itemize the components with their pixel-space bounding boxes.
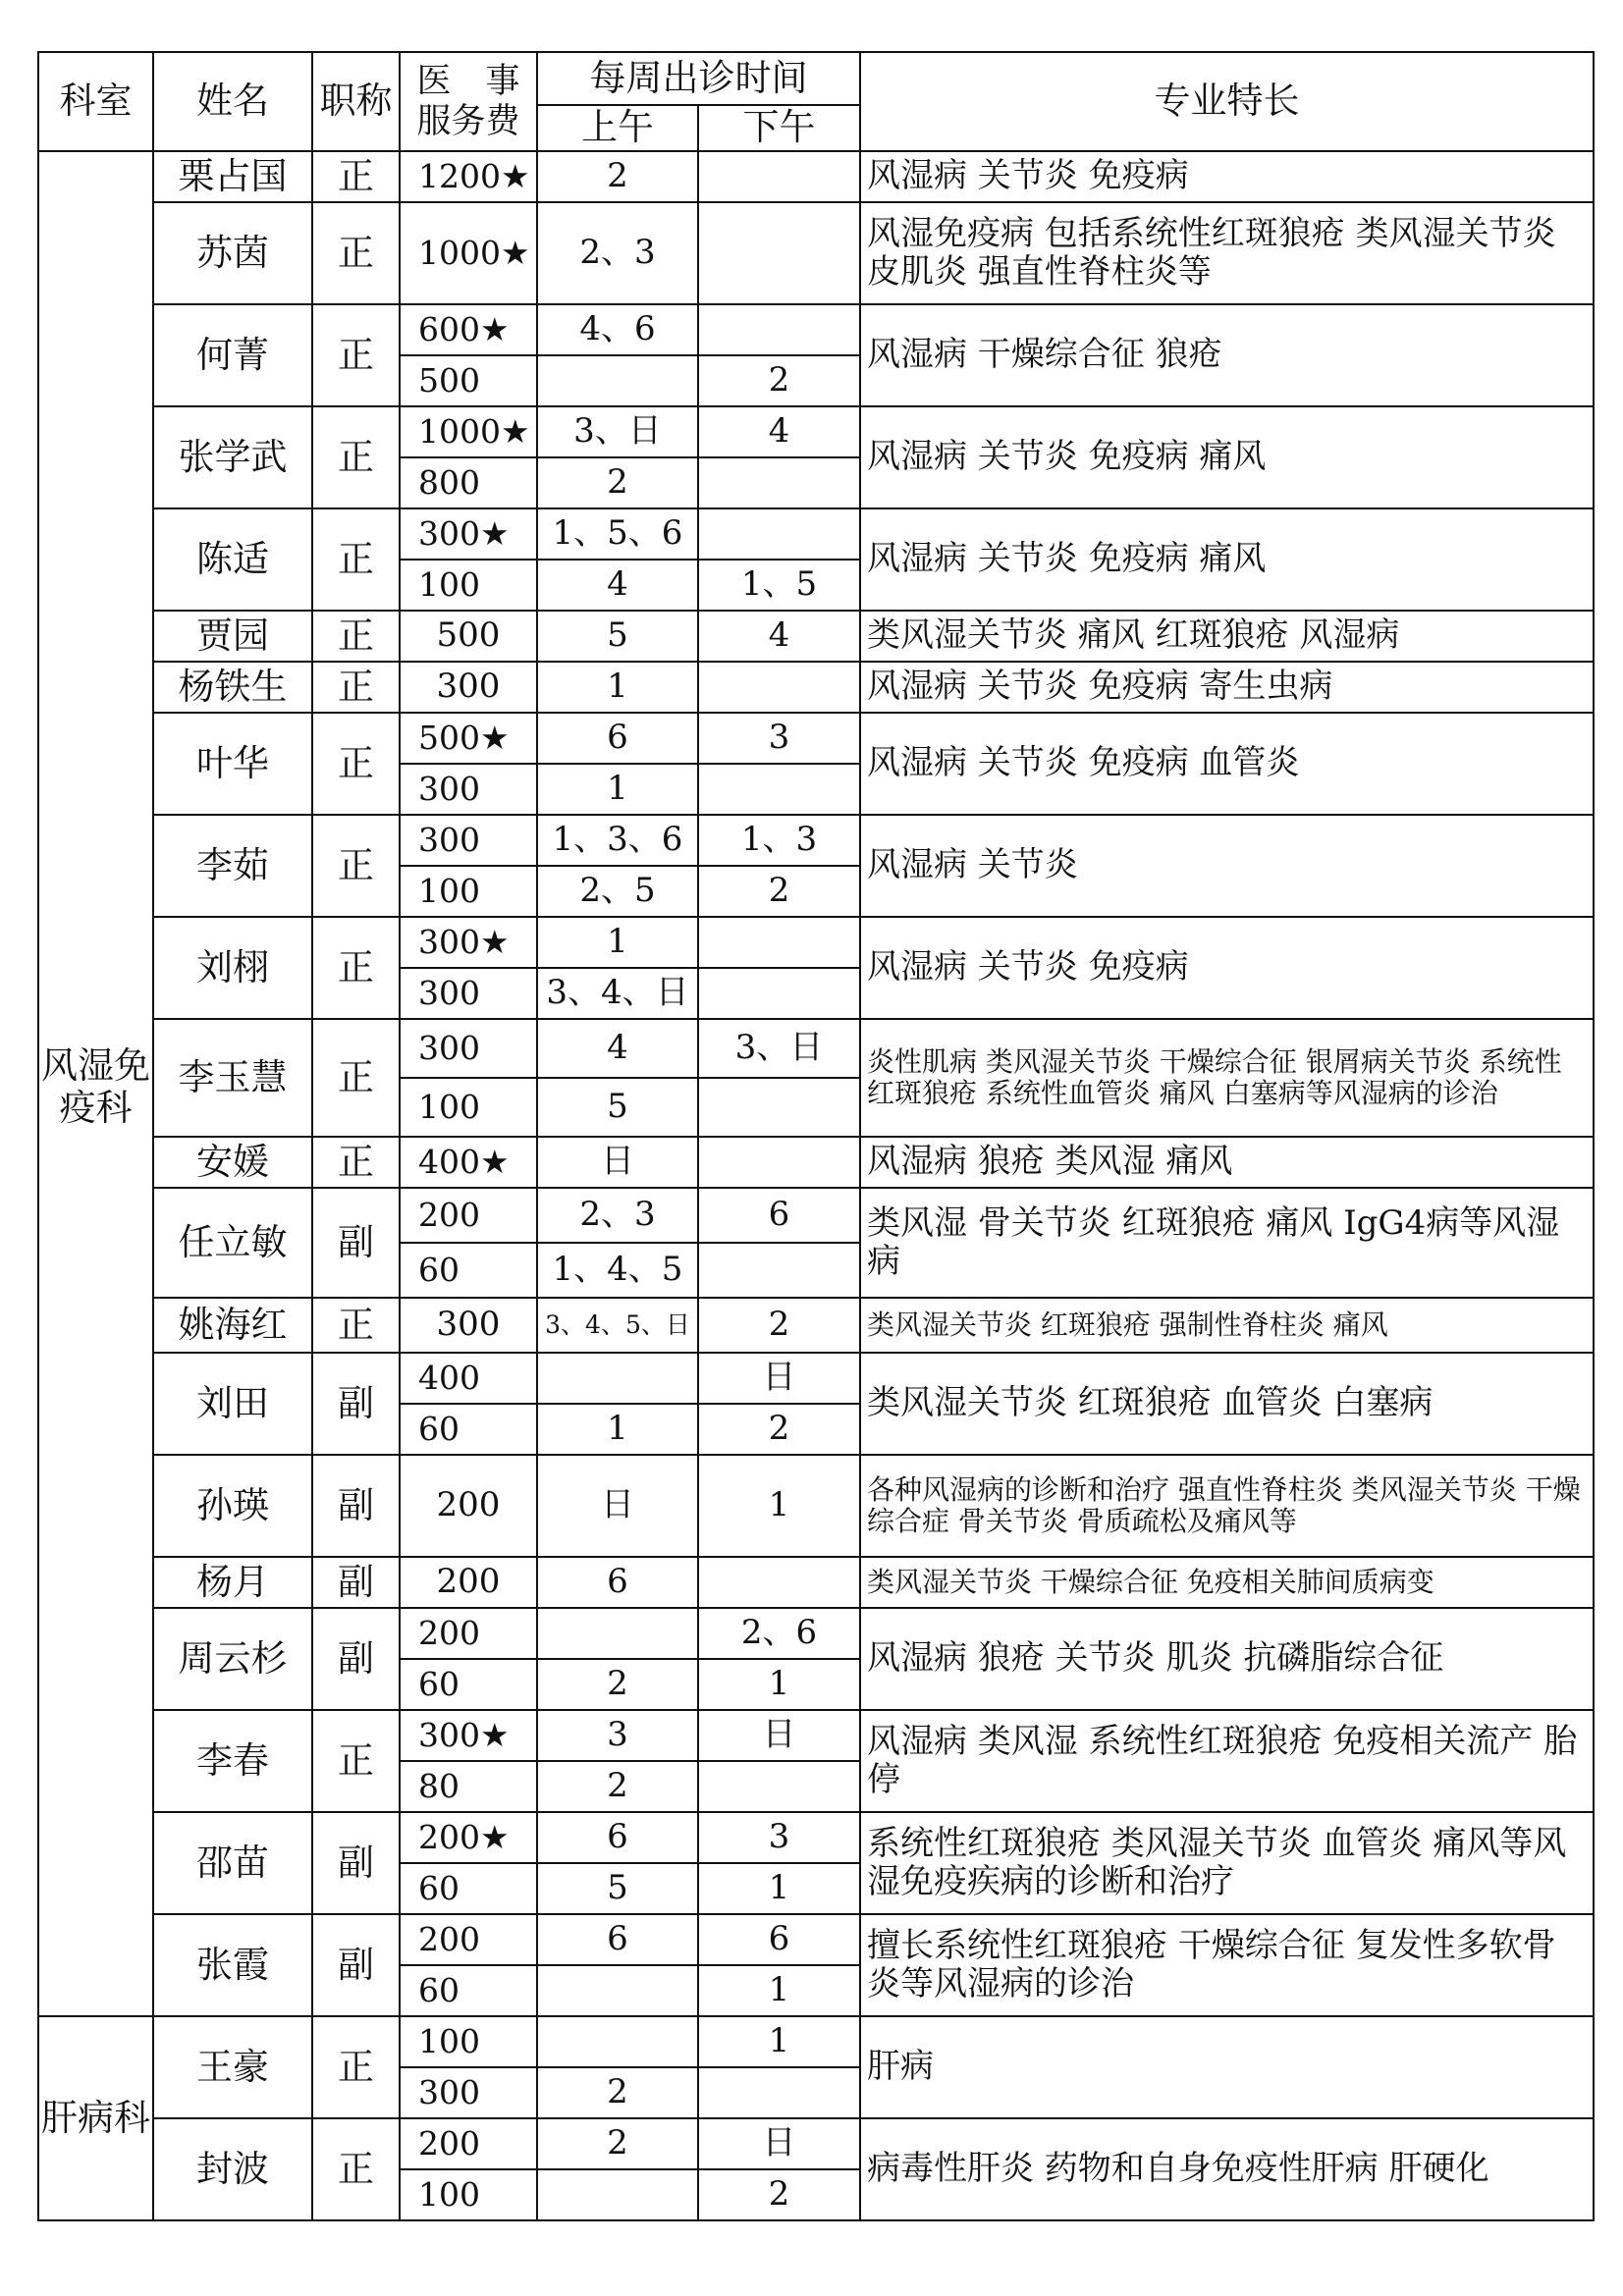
doctor-name: 孙瑛 [153, 1455, 312, 1557]
doctor-name: 李春 [153, 1710, 312, 1812]
am-schedule: 1 [537, 764, 698, 815]
table-row [38, 917, 1594, 968]
doctor-name: 李玉慧 [153, 1019, 312, 1137]
am-schedule [537, 2169, 698, 2220]
pm-schedule: 2 [698, 2169, 860, 2220]
am-schedule: 6 [537, 1812, 698, 1863]
table-row [38, 2118, 1594, 2169]
pm-schedule [698, 1137, 860, 1188]
service-fee: 60 [400, 1659, 537, 1710]
pm-schedule [698, 1243, 860, 1298]
specialty: 病毒性肝炎 药物和自身免疫性肝病 肝硬化 [860, 2118, 1594, 2220]
doctor-name: 苏茵 [153, 202, 312, 304]
specialty: 风湿病 干燥综合征 狼疮 [860, 304, 1594, 406]
doctor-name: 封波 [153, 2118, 312, 2220]
pm-schedule: 2 [698, 1404, 860, 1455]
service-fee: 300★ [400, 917, 537, 968]
am-schedule: 5 [537, 611, 698, 662]
am-schedule: 3、日 [537, 406, 698, 457]
service-fee: 200 [400, 1914, 537, 1965]
service-fee: 200 [400, 2118, 537, 2169]
service-fee: 400 [400, 1353, 537, 1404]
header-pm: 下午 [698, 105, 860, 151]
specialty: 类风湿关节炎 痛风 红斑狼疮 风湿病 [860, 611, 1594, 662]
doctor-title: 正 [312, 662, 400, 713]
specialty: 类风湿关节炎 红斑狼疮 血管炎 白塞病 [860, 1353, 1594, 1455]
service-fee: 60 [400, 1243, 537, 1298]
doctor-title: 正 [312, 1710, 400, 1812]
specialty: 风湿病 关节炎 免疫病 寄生虫病 [860, 662, 1594, 713]
doctor-name: 安媛 [153, 1137, 312, 1188]
specialty: 类风湿关节炎 红斑狼疮 强制性脊柱炎 痛风 [860, 1298, 1594, 1353]
doctor-title: 正 [312, 1019, 400, 1137]
pm-schedule: 1 [698, 1863, 860, 1914]
table-row [38, 1188, 1594, 1243]
am-schedule: 日 [537, 1455, 698, 1557]
service-fee: 200★ [400, 1812, 537, 1863]
pm-schedule [698, 1761, 860, 1812]
doctor-name: 张学武 [153, 406, 312, 508]
table-row [38, 304, 1594, 355]
service-fee: 200 [400, 1455, 537, 1557]
table-row [38, 202, 1594, 304]
pm-schedule [698, 508, 860, 560]
pm-schedule: 2 [698, 355, 860, 406]
am-schedule: 1、3、6 [537, 815, 698, 866]
doctor-name: 李茹 [153, 815, 312, 917]
specialty: 风湿免疫病 包括系统性红斑狼疮 类风湿关节炎 皮肌炎 强直性脊柱炎等 [860, 202, 1594, 304]
specialty: 风湿病 关节炎 免疫病 [860, 151, 1594, 202]
am-schedule: 2 [537, 151, 698, 202]
service-fee: 60 [400, 1404, 537, 1455]
table-body [38, 151, 1594, 2220]
table-row [38, 2016, 1594, 2067]
am-schedule: 4 [537, 1019, 698, 1078]
doctor-title: 副 [312, 1914, 400, 2016]
pm-schedule [698, 1557, 860, 1608]
service-fee: 300 [400, 815, 537, 866]
doctor-title: 副 [312, 1455, 400, 1557]
am-schedule [537, 1353, 698, 1404]
specialty: 风湿病 类风湿 系统性红斑狼疮 免疫相关流产 胎停 [860, 1710, 1594, 1812]
am-schedule: 2 [537, 1761, 698, 1812]
am-schedule: 6 [537, 1914, 698, 1965]
doctor-title: 副 [312, 1188, 400, 1298]
doctor-title: 正 [312, 151, 400, 202]
am-schedule [537, 355, 698, 406]
service-fee: 800 [400, 457, 537, 508]
table-row [38, 151, 1594, 202]
pm-schedule: 1 [698, 1965, 860, 2016]
table-row [38, 1557, 1594, 1608]
am-schedule: 1 [537, 917, 698, 968]
am-schedule: 3 [537, 1710, 698, 1761]
table-row [38, 815, 1594, 866]
doctor-title: 副 [312, 1608, 400, 1710]
doctor-title: 副 [312, 1557, 400, 1608]
pm-schedule: 2 [698, 866, 860, 917]
am-schedule: 3、4、日 [537, 968, 698, 1019]
service-fee: 1000★ [400, 406, 537, 457]
service-fee: 300 [400, 662, 537, 713]
doctor-title: 正 [312, 508, 400, 611]
doctor-name: 刘栩 [153, 917, 312, 1019]
pm-schedule: 4 [698, 406, 860, 457]
header-fee [400, 52, 537, 151]
doctor-name: 周云杉 [153, 1608, 312, 1710]
am-schedule: 1 [537, 1404, 698, 1455]
doctor-name: 杨月 [153, 1557, 312, 1608]
service-fee: 60 [400, 1965, 537, 2016]
header-specialty: 专业特长 [860, 52, 1594, 151]
clinic-schedule-table [37, 51, 1595, 2221]
table-row [38, 1914, 1594, 1965]
pm-schedule [698, 151, 860, 202]
service-fee: 500 [400, 611, 537, 662]
table-row [38, 1812, 1594, 1863]
service-fee: 100 [400, 2169, 537, 2220]
specialty: 风湿病 狼疮 类风湿 痛风 [860, 1137, 1594, 1188]
table-row [38, 1353, 1594, 1404]
doctor-name: 叶华 [153, 713, 312, 815]
doctor-name: 邵苗 [153, 1812, 312, 1914]
doctor-name: 陈适 [153, 508, 312, 611]
header-time: 每周出诊时间 [537, 52, 860, 105]
doctor-name: 栗占国 [153, 151, 312, 202]
service-fee: 200 [400, 1557, 537, 1608]
pm-schedule [698, 304, 860, 355]
am-schedule: 2 [537, 2118, 698, 2169]
specialty: 风湿病 关节炎 免疫病 [860, 917, 1594, 1019]
service-fee: 300★ [400, 1710, 537, 1761]
doctor-title: 正 [312, 713, 400, 815]
table-row [38, 1455, 1594, 1557]
service-fee: 100 [400, 560, 537, 611]
am-schedule [537, 1608, 698, 1659]
pm-schedule: 2、6 [698, 1608, 860, 1659]
service-fee: 300 [400, 1019, 537, 1078]
doctor-title: 正 [312, 815, 400, 917]
header-name: 姓名 [153, 52, 312, 151]
doctor-title: 正 [312, 917, 400, 1019]
pm-schedule: 1 [698, 1455, 860, 1557]
service-fee: 300 [400, 2067, 537, 2118]
am-schedule: 3、4、5、日 [537, 1298, 698, 1353]
department-cell: 肝病科 [38, 2016, 153, 2220]
service-fee: 100 [400, 866, 537, 917]
pm-schedule [698, 457, 860, 508]
doctor-name: 杨铁生 [153, 662, 312, 713]
am-schedule: 2、5 [537, 866, 698, 917]
am-schedule: 2 [537, 457, 698, 508]
doctor-title: 正 [312, 2016, 400, 2118]
pm-schedule [698, 2067, 860, 2118]
doctor-name: 姚海红 [153, 1298, 312, 1353]
pm-schedule: 3 [698, 1812, 860, 1863]
table-row [38, 662, 1594, 713]
am-schedule: 2、3 [537, 202, 698, 304]
specialty: 类风湿关节炎 干燥综合征 免疫相关肺间质病变 [860, 1557, 1594, 1608]
department-cell: 风湿免疫科 [38, 151, 153, 2016]
doctor-title: 正 [312, 202, 400, 304]
pm-schedule: 3、日 [698, 1019, 860, 1078]
table-row [38, 1137, 1594, 1188]
header-title: 职称 [312, 52, 400, 151]
service-fee: 80 [400, 1761, 537, 1812]
specialty: 类风湿 骨关节炎 红斑狼疮 痛风 IgG4病等风湿病 [860, 1188, 1594, 1298]
am-schedule: 5 [537, 1863, 698, 1914]
table-row [38, 1019, 1594, 1078]
header-fee-line1: 医 事 [416, 62, 520, 102]
am-schedule: 4、6 [537, 304, 698, 355]
pm-schedule [698, 917, 860, 968]
pm-schedule: 1、5 [698, 560, 860, 611]
pm-schedule [698, 1078, 860, 1137]
specialty: 系统性红斑狼疮 类风湿关节炎 血管炎 痛风等风湿免疫疾病的诊断和治疗 [860, 1812, 1594, 1914]
pm-schedule: 日 [698, 2118, 860, 2169]
pm-schedule [698, 662, 860, 713]
pm-schedule: 4 [698, 611, 860, 662]
service-fee: 200 [400, 1188, 537, 1243]
specialty: 风湿病 狼疮 关节炎 肌炎 抗磷脂综合征 [860, 1608, 1594, 1710]
specialty: 风湿病 关节炎 [860, 815, 1594, 917]
am-schedule: 2、3 [537, 1188, 698, 1243]
pm-schedule [698, 764, 860, 815]
pm-schedule: 日 [698, 1710, 860, 1761]
table-row [38, 1298, 1594, 1353]
service-fee: 300 [400, 968, 537, 1019]
am-schedule: 日 [537, 1137, 698, 1188]
pm-schedule: 6 [698, 1914, 860, 1965]
specialty: 擅长系统性红斑狼疮 干燥综合征 复发性多软骨炎等风湿病的诊治 [860, 1914, 1594, 2016]
doctor-title: 正 [312, 406, 400, 508]
table-row [38, 1608, 1594, 1659]
pm-schedule: 日 [698, 1353, 860, 1404]
doctor-name: 刘田 [153, 1353, 312, 1455]
am-schedule: 4 [537, 560, 698, 611]
service-fee: 1200★ [400, 151, 537, 202]
am-schedule: 1、4、5 [537, 1243, 698, 1298]
doctor-title: 副 [312, 1812, 400, 1914]
service-fee: 600★ [400, 304, 537, 355]
pm-schedule [698, 202, 860, 304]
doctor-title: 正 [312, 611, 400, 662]
service-fee: 1000★ [400, 202, 537, 304]
specialty: 肝病 [860, 2016, 1594, 2118]
header-dept: 科室 [38, 52, 153, 151]
doctor-title: 正 [312, 1137, 400, 1188]
am-schedule: 2 [537, 1659, 698, 1710]
am-schedule: 5 [537, 1078, 698, 1137]
specialty: 风湿病 关节炎 免疫病 血管炎 [860, 713, 1594, 815]
table-row [38, 611, 1594, 662]
service-fee: 400★ [400, 1137, 537, 1188]
am-schedule: 1、5、6 [537, 508, 698, 560]
pm-schedule: 1 [698, 1659, 860, 1710]
am-schedule: 2 [537, 2067, 698, 2118]
am-schedule: 1 [537, 662, 698, 713]
doctor-name: 贾园 [153, 611, 312, 662]
am-schedule: 6 [537, 1557, 698, 1608]
doctor-name: 任立敏 [153, 1188, 312, 1298]
service-fee: 60 [400, 1863, 537, 1914]
specialty: 炎性肌病 类风湿关节炎 干燥综合征 银屑病关节炎 系统性红斑狼疮 系统性血管炎 痛风 白塞病等风湿病的诊治 [860, 1019, 1594, 1137]
table-row [38, 1710, 1594, 1761]
pm-schedule: 2 [698, 1298, 860, 1353]
service-fee: 500 [400, 355, 537, 406]
doctor-name: 张霞 [153, 1914, 312, 2016]
specialty: 各种风湿病的诊断和治疗 强直性脊柱炎 类风湿关节炎 干燥综合症 骨关节炎 骨质疏松及痛风等 [860, 1455, 1594, 1557]
table-row [38, 713, 1594, 764]
pm-schedule [698, 968, 860, 1019]
specialty: 风湿病 关节炎 免疫病 痛风 [860, 508, 1594, 611]
table-row [38, 508, 1594, 560]
pm-schedule: 3 [698, 713, 860, 764]
am-schedule [537, 1965, 698, 2016]
pm-schedule: 6 [698, 1188, 860, 1243]
header-am: 上午 [537, 105, 698, 151]
service-fee: 100 [400, 1078, 537, 1137]
service-fee: 300 [400, 1298, 537, 1353]
doctor-name: 王豪 [153, 2016, 312, 2118]
doctor-title: 副 [312, 1353, 400, 1455]
table-row [38, 406, 1594, 457]
doctor-title: 正 [312, 1298, 400, 1353]
specialty: 风湿病 关节炎 免疫病 痛风 [860, 406, 1594, 508]
am-schedule [537, 2016, 698, 2067]
doctor-name: 何菁 [153, 304, 312, 406]
table-header [38, 52, 1594, 151]
pm-schedule: 1 [698, 2016, 860, 2067]
service-fee: 200 [400, 1608, 537, 1659]
am-schedule: 6 [537, 713, 698, 764]
service-fee: 500★ [400, 713, 537, 764]
header-fee-line2: 服务费 [416, 101, 520, 141]
pm-schedule: 1、3 [698, 815, 860, 866]
service-fee: 100 [400, 2016, 537, 2067]
service-fee: 300★ [400, 508, 537, 560]
doctor-title: 正 [312, 2118, 400, 2220]
service-fee: 300 [400, 764, 537, 815]
doctor-title: 正 [312, 304, 400, 406]
